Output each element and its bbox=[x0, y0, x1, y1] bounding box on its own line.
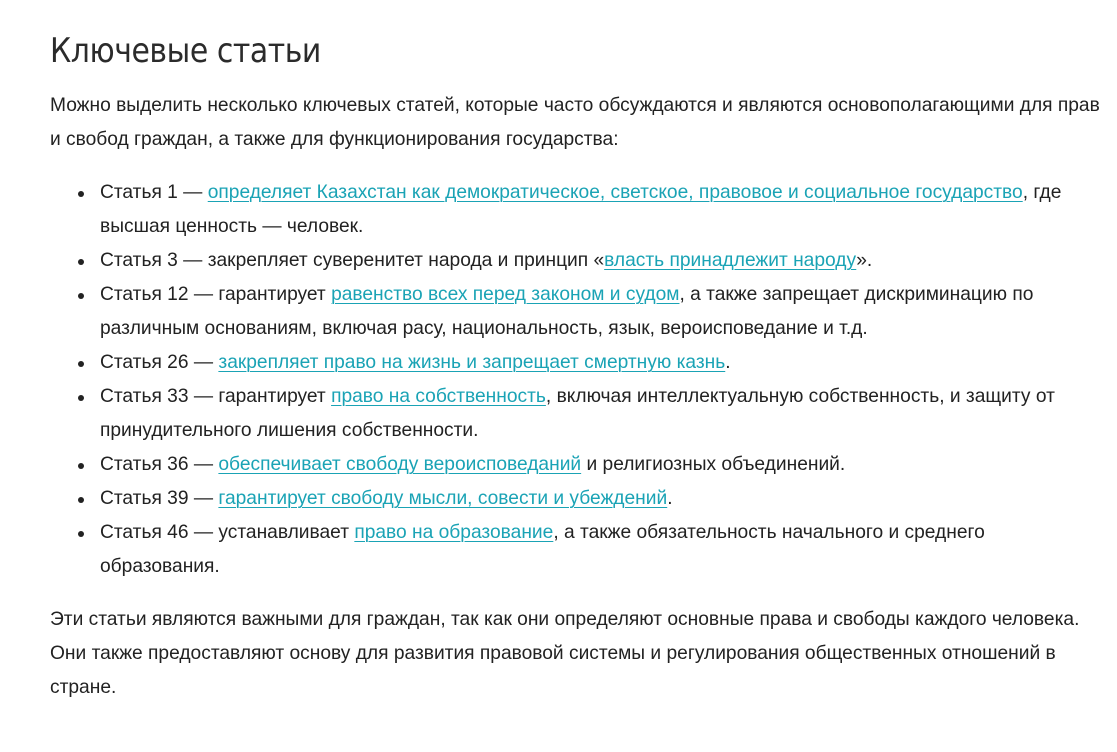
list-item-article-1 bbox=[100, 176, 1100, 244]
key-articles-list bbox=[50, 176, 1100, 584]
list-item-article-39 bbox=[100, 482, 1100, 516]
article-39-link[interactable]: гарантирует свободу мысли, совести и убеждений bbox=[218, 488, 668, 509]
list-item-article-36 bbox=[100, 448, 1100, 482]
article-46-link[interactable]: право на образование bbox=[354, 522, 554, 543]
bullet-icon bbox=[78, 395, 84, 401]
bullet-icon bbox=[78, 259, 84, 265]
item-text: Статья 26 — bbox=[100, 352, 219, 373]
item-text: и религиозных объединений. bbox=[581, 454, 846, 475]
article-36-link[interactable]: обеспечивает свободу вероисповеданий bbox=[218, 454, 582, 475]
item-text: Статья 46 — устанавливает bbox=[100, 522, 355, 543]
list-item-article-26 bbox=[100, 346, 1100, 380]
list-item-article-46 bbox=[100, 516, 1100, 584]
article-1-link[interactable]: определяет Казахстан как демократическое, светское, правовое и социальное государство bbox=[207, 182, 1023, 203]
item-text: , а также обязательность начального и среднего образования. bbox=[100, 522, 985, 577]
bullet-icon bbox=[78, 191, 84, 197]
item-text: Статья 36 — bbox=[100, 454, 219, 475]
conclusion-paragraph: Эти статьи являются важными для граждан, так как они определяют основные права и свободы каждого человека. Они также предоставляют основу для развития правовой системы и регулирования общественных отношений в стране. bbox=[50, 609, 1080, 698]
item-text: , включая интеллектуальную собственность, и защиту от принудительного лишения собственности. bbox=[100, 386, 1055, 441]
bullet-icon bbox=[78, 361, 84, 367]
item-text: Статья 12 — гарантирует bbox=[100, 284, 332, 305]
item-text: , а также запрещает дискриминацию по различным основаниям, включая расу, национальность, язык, вероисповедание и т.д. bbox=[100, 284, 1034, 339]
article-3-link[interactable]: власть принадлежит народу bbox=[604, 250, 857, 271]
bullet-icon bbox=[78, 293, 84, 299]
bullet-icon bbox=[78, 497, 84, 503]
list-item-article-33 bbox=[100, 380, 1100, 448]
item-text: Статья 39 — bbox=[100, 488, 219, 509]
article-26-link[interactable]: закрепляет право на жизнь и запрещает смертную казнь bbox=[218, 352, 726, 373]
bullet-icon bbox=[78, 463, 84, 469]
article-33-link[interactable]: право на собственность bbox=[331, 386, 546, 407]
item-text: Статья 33 — гарантирует bbox=[100, 386, 332, 407]
item-text: . bbox=[725, 352, 731, 373]
bullet-icon bbox=[78, 531, 84, 537]
item-text: Статья 3 — закрепляет суверенитет народа и принцип « bbox=[100, 250, 605, 271]
article-section bbox=[50, 26, 1100, 705]
item-text: Статья 1 — bbox=[100, 182, 208, 203]
intro-paragraph: Можно выделить несколько ключевых статей, которые часто обсуждаются и являются основополагающими для прав и свобод граждан, а также для функционирования государства: bbox=[50, 95, 1100, 150]
item-text: ». bbox=[856, 250, 873, 271]
item-text: . bbox=[667, 488, 673, 509]
list-item-article-3 bbox=[100, 244, 1100, 278]
section-heading: Ключевые статьи bbox=[50, 31, 321, 71]
article-12-link[interactable]: равенство всех перед законом и судом bbox=[331, 284, 680, 305]
list-item-article-12 bbox=[100, 278, 1100, 346]
item-text: , где высшая ценность — человек. bbox=[100, 182, 1062, 237]
